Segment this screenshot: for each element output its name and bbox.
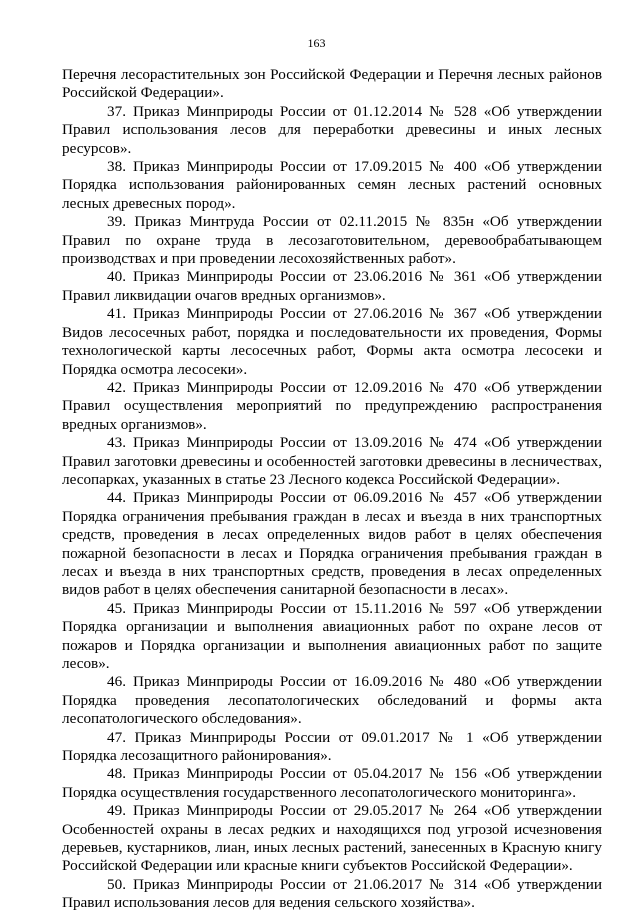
- list-item-45: 45. Приказ Минприроды России от 15.11.2016 № 597 «Об утверждении Порядка организации и выполнения авиационных работ по охране лесов от пожаров и Порядка организации и выполнения авиационных работ по защите лесов».: [62, 599, 602, 672]
- list-item-43: 43. Приказ Минприроды России от 13.09.2016 № 474 «Об утверждении Правил заготовки древесины и особенностей заготовки древесины в лесничествах, лесопарках, указанных в статье 23 Лесного кодекса Российской Федерации».: [62, 434, 602, 488]
- list-item-46: 46. Приказ Минприроды России от 16.09.2016 № 480 «Об утверждении Порядка проведения лесопатологических обследований и формы акта лесопатологического обследования».: [62, 673, 602, 728]
- list-item-44: 44. Приказ Минприроды России от 06.09.2016 № 457 «Об утверждении Порядка ограничения пребывания граждан в лесах и въезда в них транспортных средств, проведения в лесах определенных видов работ в целях обеспечения пожарной безопасности в лесах и Порядка ограничения пребывания граждан в лесах и въезда в них транспортных средств, проведения в лесах определенных видов работ в целях обеспечения санитарной безопасности в лесах».: [62, 489, 602, 599]
- list-item-50: 50. Приказ Минприроды России от 21.06.2017 № 314 «Об утверждении Правил использования лесов для ведения сельского хозяйства».: [62, 875, 602, 912]
- list-item-49: 49. Приказ Минприроды России от 29.05.2017 № 264 «Об утверждении Особенностей охраны в лесах редких и находящихся под угрозой исчезновения деревьев, кустарников, лиан, иных лесных растений, занесенных в Красную книгу Российской Федерации или красные книги субъектов Российской Федерации».: [62, 802, 602, 875]
- list-item-39: 39. Приказ Минтруда России от 02.11.2015 № 835н «Об утверждении Правил по охране труда в лесозаготовительном, деревообрабатывающем производствах и при проведении лесохозяйственных работ».: [62, 213, 602, 268]
- continuation-paragraph: Перечня лесорастительных зон Российской Федерации и Перечня лесных районов Российской Федерации».: [62, 66, 602, 102]
- list-item-40: 40. Приказ Минприроды России от 23.06.2016 № 361 «Об утверждении Правил ликвидации очагов вредных организмов».: [62, 268, 602, 304]
- list-item-48: 48. Приказ Минприроды России от 05.04.2017 № 156 «Об утверждении Порядка осуществления государственного лесопатологического мониторинга».: [62, 765, 602, 801]
- list-item-38: 38. Приказ Минприроды России от 17.09.2015 № 400 «Об утверждении Порядка использования районированных семян лесных растений основных лесных древесных пород».: [62, 158, 602, 212]
- list-item-47: 47. Приказ Минприроды России от 09.01.2017 № 1 «Об утверждении Порядка лесозащитного районирования».: [62, 728, 602, 765]
- list-item-41: 41. Приказ Минприроды России от 27.06.2016 № 367 «Об утверждении Видов лесосечных работ, порядка и последовательности их проведения, Формы технологической карты лесосечных работ, Формы акта осмотра лесосеки и Порядка осмотра лесосеки».: [62, 305, 602, 378]
- page-number: 163: [307, 36, 326, 50]
- document-body: [62, 66, 602, 913]
- list-item-42: 42. Приказ Минприроды России от 12.09.2016 № 470 «Об утверждении Правил осуществления мероприятий по предупреждению распространения вредных организмов».: [62, 378, 602, 433]
- list-item-37: 37. Приказ Минприроды России от 01.12.2014 № 528 «Об утверждении Правил использования лесов для переработки древесины и иных лесных ресурсов».: [62, 102, 602, 157]
